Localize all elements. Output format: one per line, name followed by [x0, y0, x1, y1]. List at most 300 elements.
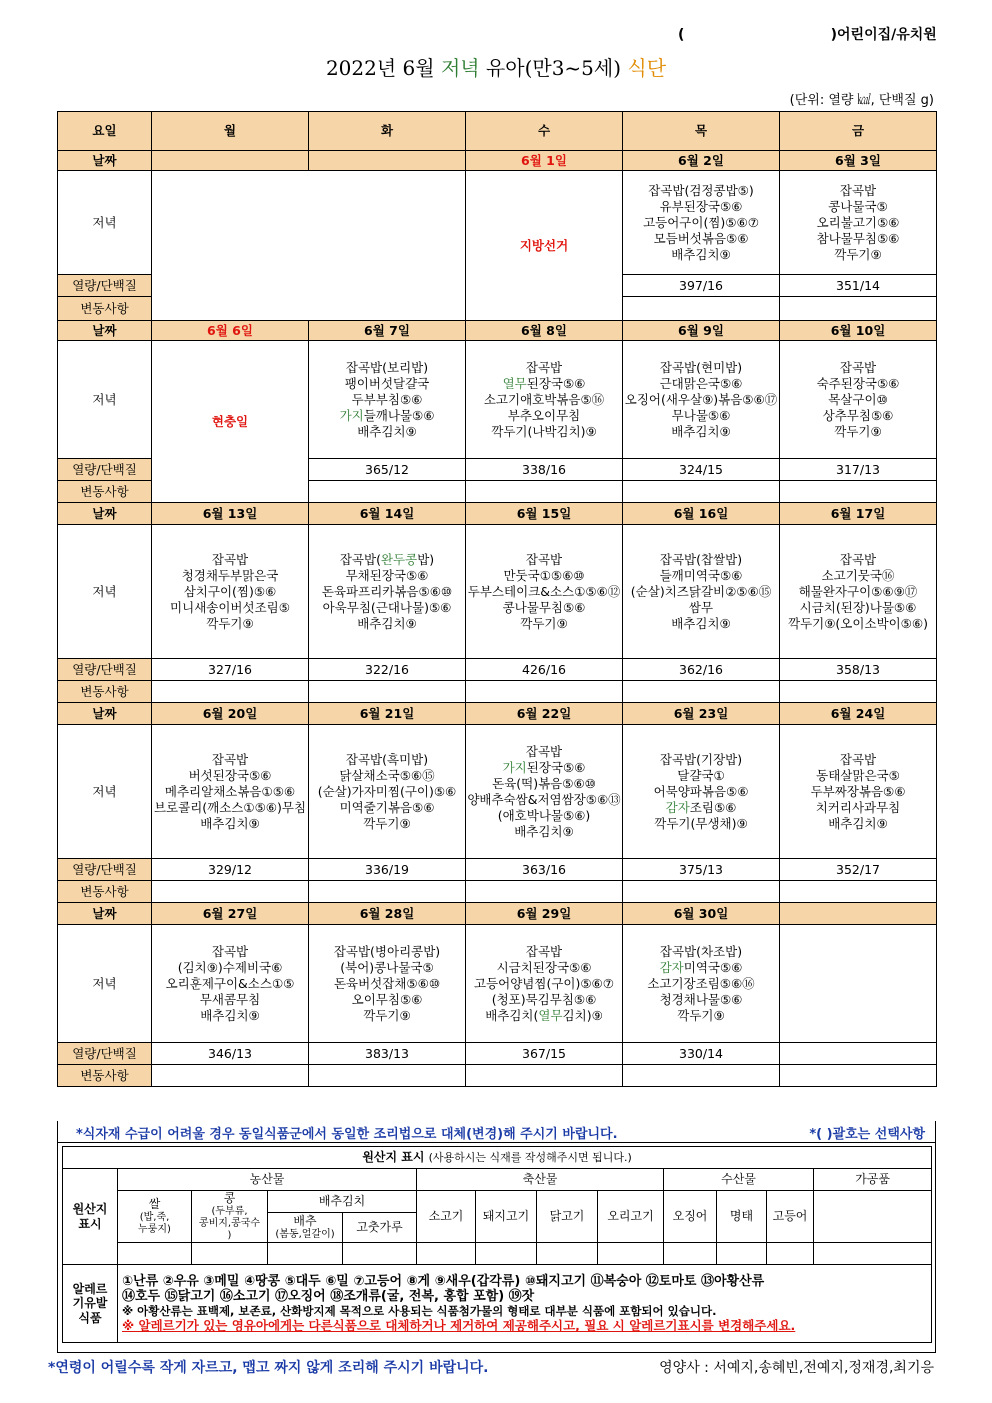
meal-item: 소고기장조림⑤⑥⑯ — [647, 975, 755, 991]
date-row-label: 날짜 — [58, 151, 152, 171]
change-row-label: 변동사항 — [58, 681, 152, 703]
date-cell-thu: 6월 2일 — [623, 151, 780, 171]
date-cell-mon: 6월 27일 — [152, 903, 309, 925]
day-header-fri: 금 — [780, 112, 937, 151]
rice-label: 쌀 — [148, 1197, 161, 1212]
meal-item: (김치⑨)수제비국⑥ — [177, 959, 283, 975]
meal-item: 배추김치⑨ — [671, 246, 731, 262]
date-cell-wed: 6월 15일 — [466, 503, 623, 525]
date-row-label: 날짜 — [58, 321, 152, 341]
origin-input-cell — [814, 1243, 932, 1265]
meal-cell-tue — [309, 525, 466, 659]
meal-item: 잡곡밥 — [839, 751, 877, 767]
meal-row — [58, 341, 937, 459]
date-row — [58, 903, 937, 925]
kcal-row-label: 열량/단백질 — [58, 659, 152, 681]
holiday-event: 현충일 — [152, 341, 309, 503]
change-row-label: 변동사항 — [58, 297, 152, 321]
meal-item: 두부짜장볶음⑤⑥ — [810, 783, 906, 799]
highlight-ingredient: 완두콩 — [380, 551, 418, 567]
meal-item: 오이무침⑤⑥ — [351, 991, 423, 1007]
date-cell-mon — [152, 151, 309, 171]
meal-item: 돈육파프리카볶음⑤⑥⑩ — [321, 583, 453, 599]
cabbage-header — [268, 1213, 343, 1243]
date-cell-fri: 6월 24일 — [780, 703, 937, 725]
change-cell-wed — [466, 881, 623, 903]
meal-item: 근대맑은국⑤⑥ — [659, 375, 743, 391]
date-cell-wed: 6월 29일 — [466, 903, 623, 925]
meal-item: 깍두기(나박김치)⑨ — [491, 423, 597, 439]
kcal-cell-mon: 329/12 — [152, 859, 309, 881]
sea-pollock: 명태 — [717, 1191, 767, 1243]
date-cell-fri: 6월 17일 — [780, 503, 937, 525]
meal-item: 두부부침⑤⑥ — [351, 391, 423, 407]
meal-item: 잡곡밥 — [211, 943, 249, 959]
meal-item: 잡곡밥 — [839, 359, 877, 375]
change-cell-fri — [780, 1065, 937, 1087]
meal-item: 잡곡밥(찹쌀밥) — [659, 551, 743, 567]
meal-item: 잡곡밥(보리밥) — [345, 359, 429, 375]
meat-duck: 오리고기 — [598, 1191, 664, 1243]
meal-cell-fri — [780, 725, 937, 859]
dinner-row-label: 저녁 — [58, 341, 152, 459]
date-cell-mon: 6월 6일 — [152, 321, 309, 341]
day-header-tue: 화 — [309, 112, 466, 151]
date-cell-thu: 6월 9일 — [623, 321, 780, 341]
change-cell-tue — [309, 1065, 466, 1087]
meal-item: (순살)치즈닭갈비②⑤⑥⑮ — [630, 583, 772, 599]
date-row — [58, 151, 937, 171]
date-cell-mon: 6월 20일 — [152, 703, 309, 725]
date-row-label: 날짜 — [58, 703, 152, 725]
meal-item: 깍두기⑨ — [206, 615, 254, 631]
meal-item: (북어)콩나물국⑤ — [340, 959, 434, 975]
meal-item: 잡곡밥 — [839, 182, 877, 198]
meal-item: 동태살맑은국⑤ — [816, 767, 900, 783]
change-cell-tue — [309, 681, 466, 703]
meal-item: 깍두기⑨ — [834, 423, 882, 439]
origin-section — [57, 1143, 936, 1353]
meal-cell-tue — [309, 341, 466, 459]
change-cell-thu — [623, 297, 780, 321]
origin-title-text: 원산지 표시 — [362, 1150, 425, 1165]
bean-sub: (두부류, 콩비지,콩국수 ) — [198, 1205, 261, 1241]
dinner-row-label: 저녁 — [58, 171, 152, 275]
meal-cell-thu — [623, 725, 780, 859]
meal-item: 어묵양파볶음⑤⑥ — [653, 783, 749, 799]
meal-cell-thu — [623, 171, 780, 275]
kcal-cell-tue: 383/13 — [309, 1043, 466, 1065]
meal-cell-mon — [152, 725, 309, 859]
change-cell-wed — [466, 481, 623, 503]
meal-item: 배추김치⑨ — [357, 615, 417, 631]
dinner-row-label: 저녁 — [58, 725, 152, 859]
kcal-cell-fri: 317/13 — [780, 459, 937, 481]
meal-item: 열무된장국⑤⑥ — [502, 375, 586, 391]
day-header-mon: 월 — [152, 112, 309, 151]
day-header-wed: 수 — [466, 112, 623, 151]
origin-input-cell — [192, 1243, 268, 1265]
highlight-ingredient: 가지 — [339, 407, 364, 423]
day-header-thu: 목 — [623, 112, 780, 151]
kcal-cell-wed: 426/16 — [466, 659, 623, 681]
meal-item: 오리불고기⑤⑥ — [816, 214, 900, 230]
meal-item: 배추김치⑨ — [671, 615, 731, 631]
origin-input-cell — [268, 1243, 343, 1265]
meal-item: (애호박나물⑤⑥) — [497, 807, 591, 823]
origin-row-label: 원산지 표시 — [63, 1169, 118, 1265]
change-cell-thu — [623, 881, 780, 903]
meal-item: 고등어구이(찜)⑤⑥⑦ — [643, 214, 759, 230]
meal-item: 두부스테이크&소스①⑤⑥⑫ — [467, 583, 621, 599]
meal-item: 깍두기⑨ — [677, 1007, 725, 1023]
bean-header — [192, 1191, 268, 1243]
meal-item: 잡곡밥 — [525, 943, 563, 959]
meal-item: 만둣국①⑤⑥⑩ — [503, 567, 585, 583]
origin-input-cell — [476, 1243, 537, 1265]
kcal-row-label: 열량/단백질 — [58, 859, 152, 881]
allergy-note: ※ 아황산류는 표백제, 보존료, 산화방지제 목적으로 사용되는 식품첨가물의 형태로 대부분 식품에 포함되어 있습니다. — [122, 1303, 717, 1318]
meal-item: 유부된장국⑤⑥ — [659, 198, 743, 214]
change-row-label: 변동사항 — [58, 1065, 152, 1087]
date-cell-tue: 6월 14일 — [309, 503, 466, 525]
meal-item: 잡곡밥(기장밥) — [659, 751, 743, 767]
date-row — [58, 703, 937, 725]
unit-note: (단위: 열량 ㎉, 단백질 g) — [789, 93, 934, 108]
meal-item: 시금치(된장)나물⑤⑥ — [799, 599, 917, 615]
kcal-cell-fri: 351/14 — [780, 275, 937, 297]
meal-cell-mon — [152, 525, 309, 659]
origin-table — [62, 1146, 932, 1343]
meal-item: 콩나물무침⑤⑥ — [502, 599, 586, 615]
meal-item: (청포)묵김무침⑤⑥ — [491, 991, 597, 1007]
change-cell-tue — [309, 881, 466, 903]
change-row — [58, 881, 937, 903]
date-cell-mon: 6월 13일 — [152, 503, 309, 525]
meal-item: 무나물⑤⑥ — [671, 407, 731, 423]
kcal-cell-fri: 358/13 — [780, 659, 937, 681]
meat-pork: 돼지고기 — [476, 1191, 537, 1243]
date-cell-thu: 6월 30일 — [623, 903, 780, 925]
meal-item: 배추김치(열무김치)⑨ — [485, 1007, 603, 1023]
meat-beef: 소고기 — [417, 1191, 476, 1243]
meal-item: 닭살채소국⑤⑥⑮ — [339, 767, 435, 783]
menu-table — [57, 111, 937, 1087]
origin-input-cell — [598, 1243, 664, 1265]
meal-item: 쌈무 — [688, 599, 714, 615]
meal-cell-thu — [623, 341, 780, 459]
change-cell-mon — [152, 881, 309, 903]
meal-item: 잡곡밥(흑미밥) — [345, 751, 429, 767]
processed-cell — [814, 1191, 932, 1243]
title-mid: 유아(만3~5세) — [479, 56, 628, 80]
meal-cell-wed — [466, 525, 623, 659]
meal-item: 콩나물국⑤ — [828, 198, 888, 214]
meal-item: 잡곡밥 — [525, 359, 563, 375]
empty-cell — [152, 171, 466, 321]
meal-cell-fri — [780, 171, 937, 275]
meal-item: 미역줄기볶음⑤⑥ — [339, 799, 435, 815]
meal-cell-fri — [780, 341, 937, 459]
change-cell-tue — [309, 481, 466, 503]
title-menu: 식단 — [627, 56, 667, 80]
meal-item: 잡곡밥 — [525, 743, 563, 759]
kcal-row — [58, 659, 937, 681]
highlight-ingredient: 감자 — [665, 799, 690, 815]
title-evening: 저녁 — [440, 56, 480, 80]
meal-item: 잡곡밥(완두콩밥) — [339, 551, 435, 567]
date-cell-tue: 6월 28일 — [309, 903, 466, 925]
meal-cell-fri — [780, 525, 937, 659]
meal-item: 미니새송이버섯조림⑤ — [170, 599, 290, 615]
kcal-cell-mon: 346/13 — [152, 1043, 309, 1065]
meal-item: 오리훈제구이&소스①⑤ — [165, 975, 295, 991]
meal-cell-fri — [780, 925, 937, 1043]
meal-item: 메추리알채소볶음①⑤⑥ — [164, 783, 296, 799]
meal-item: 깍두기⑨ — [834, 246, 882, 262]
kcal-cell-thu: 397/16 — [623, 275, 780, 297]
date-cell-tue: 6월 21일 — [309, 703, 466, 725]
change-cell-thu — [623, 681, 780, 703]
date-cell-fri: 6월 3일 — [780, 151, 937, 171]
kcal-cell-tue: 365/12 — [309, 459, 466, 481]
meal-item: 오징어(새우살⑨)볶음⑤⑥⑰ — [624, 391, 778, 407]
origin-input-cell — [417, 1243, 476, 1265]
dinner-row-label: 저녁 — [58, 925, 152, 1043]
meal-item: 삼치구이(찜)⑤⑥ — [183, 583, 277, 599]
date-cell-wed: 6월 1일 — [466, 151, 623, 171]
meal-item: 팽이버섯달걀국 — [344, 375, 430, 391]
meal-item: 가지된장국⑤⑥ — [502, 759, 586, 775]
meal-item: 깍두기⑨ — [363, 815, 411, 831]
date-cell-fri: 6월 10일 — [780, 321, 937, 341]
origin-input-cell — [717, 1243, 767, 1265]
date-cell-tue — [309, 151, 466, 171]
kcal-cell-wed: 363/16 — [466, 859, 623, 881]
cabbage-sub: (봄동,얼갈이) — [275, 1228, 335, 1240]
cooking-tip: *연령이 어릴수록 작게 자르고, 맵고 짜지 않게 조리해 주시기 바랍니다. — [48, 1360, 489, 1376]
change-row-label: 변동사항 — [58, 881, 152, 903]
cabbage-label: 배추 — [293, 1214, 317, 1229]
date-cell-thu: 6월 23일 — [623, 703, 780, 725]
meal-item: 잡곡밥 — [839, 551, 877, 567]
dietitian-list: 영양사 : 서예지,송혜빈,전예지,정재경,최기응 — [659, 1360, 934, 1376]
option-notice: *( )괄호는 선택사항 — [809, 1127, 925, 1142]
rice-header — [118, 1191, 192, 1243]
date-cell-tue: 6월 7일 — [309, 321, 466, 341]
change-cell-fri — [780, 881, 937, 903]
change-cell-mon — [152, 681, 309, 703]
meal-item: 참나물무침⑤⑥ — [816, 230, 900, 246]
kcal-row-label: 열량/단백질 — [58, 275, 152, 297]
meal-item: 가지들깨나물⑤⑥ — [339, 407, 435, 423]
meal-item: 숙주된장국⑤⑥ — [816, 375, 900, 391]
meal-item: 달걀국① — [677, 767, 725, 783]
meal-row — [58, 925, 937, 1043]
kimchi-header: 배추김치 — [268, 1191, 417, 1213]
meal-item: 잡곡밥(차조밥) — [659, 943, 743, 959]
meal-item: 깍두기(무생채)⑨ — [654, 815, 748, 831]
meal-item: 버섯된장국⑤⑥ — [188, 767, 272, 783]
meal-item: 목살구이⑩ — [828, 391, 888, 407]
meal-item: 소고기뭇국⑯ — [821, 567, 895, 583]
change-cell-fri — [780, 297, 937, 321]
substitution-notice: *식자재 수급이 어려울 경우 동일식품군에서 동일한 조리법으로 대체(변경)해 주시기 바랍니다. — [76, 1127, 618, 1142]
meal-item: 잡곡밥 — [211, 751, 249, 767]
meal-cell-wed — [466, 925, 623, 1043]
meal-item: 무새콤무침 — [199, 991, 261, 1007]
meal-item: 잡곡밥(현미밥) — [659, 359, 743, 375]
meal-item: 감자조림⑤⑥ — [665, 799, 737, 815]
meat-chicken: 닭고기 — [537, 1191, 598, 1243]
meal-item: 시금치된장국⑤⑥ — [496, 959, 592, 975]
date-cell-wed: 6월 8일 — [466, 321, 623, 341]
kcal-cell-thu: 324/15 — [623, 459, 780, 481]
origin-input-cell — [118, 1243, 192, 1265]
meal-item: 소고기애호박볶음⑤⑯ — [483, 391, 605, 407]
change-cell-fri — [780, 481, 937, 503]
kcal-row-label: 열량/단백질 — [58, 459, 152, 481]
meal-item: 브로콜리(깨소스①⑤⑥)무침 — [153, 799, 307, 815]
meal-item: 잡곡밥 — [211, 551, 249, 567]
meal-item: 모듬버섯볶음⑤⑥ — [653, 230, 749, 246]
kcal-cell-fri: 352/17 — [780, 859, 937, 881]
allergy-line-1: ①난류 ②우유 ③메밀 ④땅콩 ⑤대두 ⑥밀 ⑦고등어 ⑧게 ⑨새우(갑각류) ⑩돼지고기 ⑪복숭아 ⑫토마토 ⑬아황산류 — [122, 1273, 765, 1289]
date-row — [58, 321, 937, 341]
highlight-ingredient: 가지 — [502, 759, 527, 775]
kcal-cell-wed: 367/15 — [466, 1043, 623, 1065]
meal-item: 해물완자구이⑤⑥⑨⑰ — [798, 583, 918, 599]
meal-item: 청경채나물⑤⑥ — [659, 991, 743, 1007]
meal-item: 청경채두부맑은국 — [181, 567, 279, 583]
meal-item: (순살)가자미찜(구이)⑤⑥ — [317, 783, 457, 799]
kcal-cell-fri — [780, 1043, 937, 1065]
meal-cell-thu — [623, 525, 780, 659]
origin-title — [63, 1147, 932, 1169]
kcal-cell-tue: 322/16 — [309, 659, 466, 681]
date-cell-fri — [780, 903, 937, 925]
change-row — [58, 681, 937, 703]
yoil-header: 요일 — [58, 112, 152, 151]
meal-item: 고등어양념찜(구이)⑤⑥⑦ — [474, 975, 614, 991]
meal-item: 아욱무침(근대나물)⑤⑥ — [322, 599, 452, 615]
meal-item: 잡곡밥 — [525, 551, 563, 567]
center-name: ( )어린이집/유치원 — [678, 27, 937, 43]
origin-input-cell — [343, 1243, 417, 1265]
meal-row — [58, 171, 937, 275]
group-processed: 가공품 — [814, 1169, 932, 1191]
sea-squid: 오징어 — [664, 1191, 717, 1243]
meal-item: 부추오이무침 — [507, 407, 581, 423]
meal-cell-wed — [466, 341, 623, 459]
meal-item: 배추김치⑨ — [514, 823, 574, 839]
change-row — [58, 1065, 937, 1087]
highlight-ingredient: 열무 — [538, 1007, 563, 1023]
change-cell-mon — [152, 1065, 309, 1087]
change-cell-wed — [466, 1065, 623, 1087]
kcal-cell-thu: 362/16 — [623, 659, 780, 681]
date-row-label: 날짜 — [58, 503, 152, 525]
date-cell-thu: 6월 16일 — [623, 503, 780, 525]
date-row-label: 날짜 — [58, 903, 152, 925]
meal-row — [58, 525, 937, 659]
meal-cell-thu — [623, 925, 780, 1043]
rice-sub: (밥,죽, 누룽지) — [138, 1211, 171, 1235]
allergy-info — [118, 1265, 932, 1343]
group-agri: 농산물 — [118, 1169, 417, 1191]
highlight-ingredient: 감자 — [659, 959, 684, 975]
meal-item: 배추김치⑨ — [200, 815, 260, 831]
allergy-line-2: ⑭호두 ⑮닭고기 ⑯소고기 ⑰오징어 ⑱조개류(굴, 전복, 홍합 포함) ⑲잣 — [122, 1289, 535, 1305]
origin-input-cell — [537, 1243, 598, 1265]
change-cell-thu — [623, 1065, 780, 1087]
meal-item: 잡곡밥(검정콩밥⑤) — [648, 182, 754, 198]
meal-item: 깍두기⑨(오이소박이⑤⑥) — [788, 615, 928, 631]
bean-label: 콩 — [223, 1191, 236, 1206]
allergy-warning: ※ 알레르기가 있는 영유아에게는 다른식품으로 대체하거나 제거하여 제공해주시고, 필요 시 알레르기표시를 변경해주세요. — [122, 1318, 796, 1334]
meal-item: 깍두기⑨ — [363, 1007, 411, 1023]
dinner-row-label: 저녁 — [58, 525, 152, 659]
meal-item: 양배추숙쌈&저염쌈장⑤⑥⑬ — [467, 791, 621, 807]
title-prefix: 2022년 6월 — [325, 56, 441, 80]
meal-cell-tue — [309, 925, 466, 1043]
meal-item: 상추무침⑤⑥ — [822, 407, 894, 423]
kcal-cell-tue: 336/19 — [309, 859, 466, 881]
sea-mackerel: 고등어 — [767, 1191, 814, 1243]
kcal-cell-thu: 375/13 — [623, 859, 780, 881]
kcal-cell-wed: 338/16 — [466, 459, 623, 481]
origin-input-cell — [767, 1243, 814, 1265]
meal-cell-tue — [309, 725, 466, 859]
meal-item: 잡곡밥(병아리콩밥) — [333, 943, 441, 959]
origin-title-note: (사용하시는 식재를 작성해주시면 됩니다.) — [428, 1151, 632, 1165]
highlight-ingredient: 열무 — [502, 375, 527, 391]
meal-item: 감자미역국⑤⑥ — [659, 959, 743, 975]
meal-cell-wed — [466, 725, 623, 859]
change-cell-thu — [623, 481, 780, 503]
date-cell-wed: 6월 22일 — [466, 703, 623, 725]
change-row-label: 변동사항 — [58, 481, 152, 503]
meal-item: 배추김치⑨ — [671, 423, 731, 439]
kcal-row-label: 열량/단백질 — [58, 1043, 152, 1065]
origin-input-cell — [664, 1243, 717, 1265]
notice-bar — [57, 1121, 936, 1143]
change-cell-fri — [780, 681, 937, 703]
change-cell-wed — [466, 681, 623, 703]
meal-item: 배추김치⑨ — [828, 815, 888, 831]
allergy-label: 알레르 기유발 식품 — [63, 1265, 118, 1343]
meal-item: 치커리사과무침 — [815, 799, 901, 815]
page-title — [0, 52, 992, 81]
meal-item: 배추김치⑨ — [200, 1007, 260, 1023]
day-header-row — [58, 112, 937, 151]
group-seafood: 수산물 — [664, 1169, 814, 1191]
meal-item: 돈육(떡)볶음⑤⑥⑩ — [492, 775, 596, 791]
meal-item: 돈육버섯잡채⑤⑥⑩ — [333, 975, 441, 991]
meal-row — [58, 725, 937, 859]
kcal-cell-thu: 330/14 — [623, 1043, 780, 1065]
holiday-event: 지방선거 — [466, 171, 623, 321]
date-row — [58, 503, 937, 525]
kcal-cell-mon: 327/16 — [152, 659, 309, 681]
group-livestock: 축산물 — [417, 1169, 664, 1191]
meal-item: 깍두기⑨ — [520, 615, 568, 631]
meal-cell-mon — [152, 925, 309, 1043]
kcal-row — [58, 859, 937, 881]
kcal-row — [58, 1043, 937, 1065]
meal-item: 배추김치⑨ — [357, 423, 417, 439]
meal-item: 들깨미역국⑤⑥ — [659, 567, 743, 583]
